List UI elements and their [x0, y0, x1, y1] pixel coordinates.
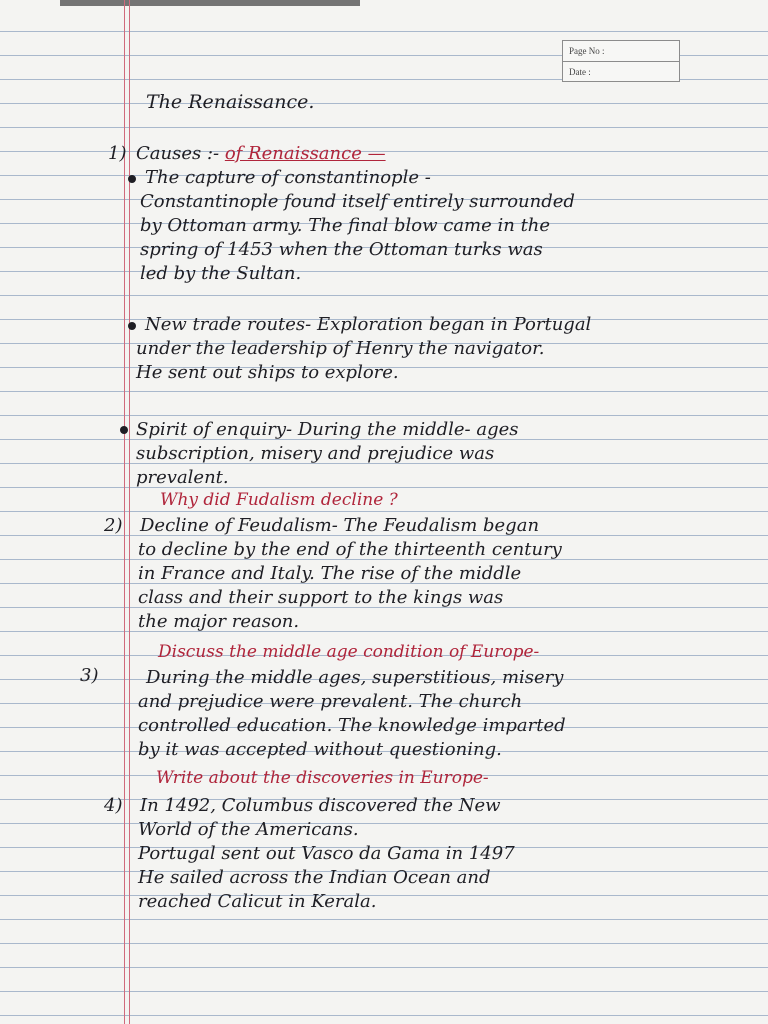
bullet-3-line-3: prevalent.: [136, 467, 229, 488]
heading-prefix: Causes :-: [136, 143, 220, 164]
question-2-red: Why did Fudalism decline ?: [160, 490, 398, 510]
section-2-line-5: the major reason.: [138, 611, 300, 632]
section-2-line-3: in France and Italy. The rise of the middle: [138, 563, 522, 584]
section-3-number: 3): [80, 665, 99, 686]
question-4-red: Write about the discoveries in Europe-: [156, 768, 489, 788]
bullet-1-line-2: Constantinople found itself entirely surrounded: [140, 191, 575, 212]
section-1-number: 1): [108, 143, 127, 164]
section-2-number: 2): [104, 515, 123, 536]
bullet-1-line-3: by Ottoman army. The final blow came in the: [140, 215, 551, 236]
section-4-line-2: World of the Americans.: [138, 819, 359, 840]
section-2-line-4: class and their support to the kings was: [138, 587, 504, 608]
section-4-line-4: He sailed across the Indian Ocean and: [138, 867, 491, 888]
section-4-line-5: reached Calicut in Kerala.: [138, 891, 377, 912]
heading-red-text: of Renaissance —: [224, 143, 386, 164]
bullet-2-line-2: under the leadership of Henry the navigator.: [136, 338, 545, 359]
margin-line: [129, 0, 130, 1024]
date-label: Date :: [563, 61, 679, 81]
bullet-2-line-1: New trade routes- Exploration began in Portugal: [145, 314, 592, 335]
section-1-heading: [136, 142, 386, 166]
question-3-red: Discuss the middle age condition of Europe-: [158, 642, 540, 662]
bullet-3-line-1: Spirit of enquiry- During the middle- ages: [136, 419, 519, 440]
page-info-box: [562, 40, 680, 82]
bullet-2-line-3: He sent out ships to explore.: [136, 362, 399, 383]
section-3-line-4: by it was accepted without questioning.: [138, 739, 502, 760]
section-2-line-1: Decline of Feudalism- The Feudalism began: [140, 515, 540, 536]
bullet-icon: [120, 426, 128, 434]
bullet-icon: [128, 175, 136, 183]
section-3-line-2: and prejudice were prevalent. The church: [138, 691, 523, 712]
section-3-line-3: controlled education. The knowledge imparted: [138, 715, 566, 736]
bullet-1-line-4: spring of 1453 when the Ottoman turks was: [140, 239, 543, 260]
section-4-line-1: In 1492, Columbus discovered the New: [140, 795, 501, 816]
section-4-number: 4): [104, 795, 123, 816]
section-4-line-3: Portugal sent out Vasco da Gama in 1497: [138, 843, 515, 864]
bullet-icon: [128, 322, 136, 330]
page-no-label: Page No :: [569, 46, 605, 56]
bullet-3-line-2: subscription, misery and prejudice was: [136, 443, 495, 464]
bullet-1-line-1: The capture of constantinople -: [145, 167, 431, 188]
section-3-line-1: During the middle ages, superstitious, misery: [146, 667, 564, 688]
page-edge-shadow: [60, 0, 360, 6]
page-title: The Renaissance.: [146, 91, 315, 113]
section-2-line-2: to decline by the end of the thirteenth century: [138, 539, 562, 560]
bullet-1-line-5: led by the Sultan.: [140, 263, 302, 284]
